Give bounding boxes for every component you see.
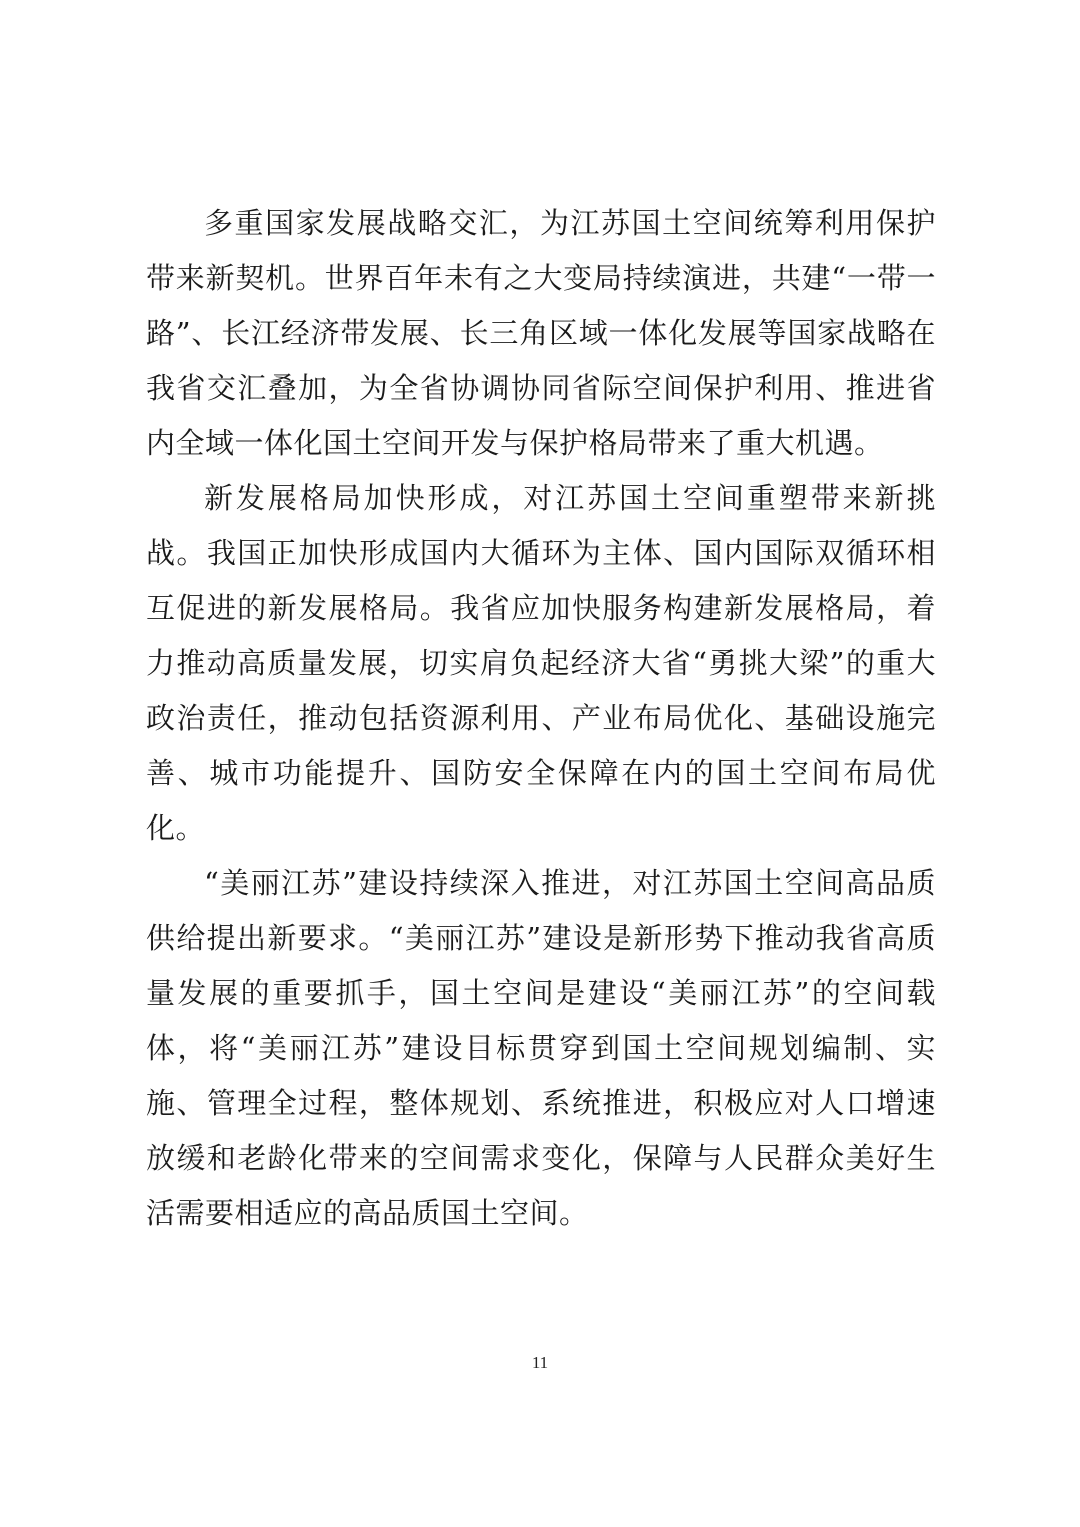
page-number: 11 <box>531 1353 549 1372</box>
body-text <box>146 196 936 1241</box>
paragraph-beautiful-jiangsu: “美丽江苏”建设持续深入推进，对江苏国土空间高品质供给提出新要求。“美丽江苏”建设是新形势下推动我省高质量发展的重要抓手，国土空间是建设“美丽江苏”的空间载体，将“美丽江苏”建设目标贯穿到国土空间规划编制、实施、管理全过程，整体规划、系统推进，积极应对人口增速放缓和老龄化带来的空间需求变化，保障与人民群众美好生活需要相适应的高品质国土空间。 <box>146 866 936 1230</box>
paragraph-strategy-convergence: 多重国家发展战略交汇，为江苏国土空间统筹利用保护带来新契机。世界百年未有之大变局持续演进，共建“一带一路”、长江经济带发展、长三角区域一体化发展等国家战略在我省交汇叠加，为全省协调协同省际空间保护利用、推进省内全域一体化国土空间开发与保护格局带来了重大机遇。 <box>146 206 936 460</box>
paragraph-new-development-pattern: 新发展格局加快形成，对江苏国土空间重塑带来新挑战。我国正加快形成国内大循环为主体、国内国际双循环相互促进的新发展格局。我省应加快服务构建新发展格局，着力推动高质量发展，切实肩负起经济大省“勇挑大梁”的重大政治责任，推动包括资源利用、产业布局优化、基础设施完善、城市功能提升、国防安全保障在内的国土空间布局优化。 <box>146 481 936 845</box>
